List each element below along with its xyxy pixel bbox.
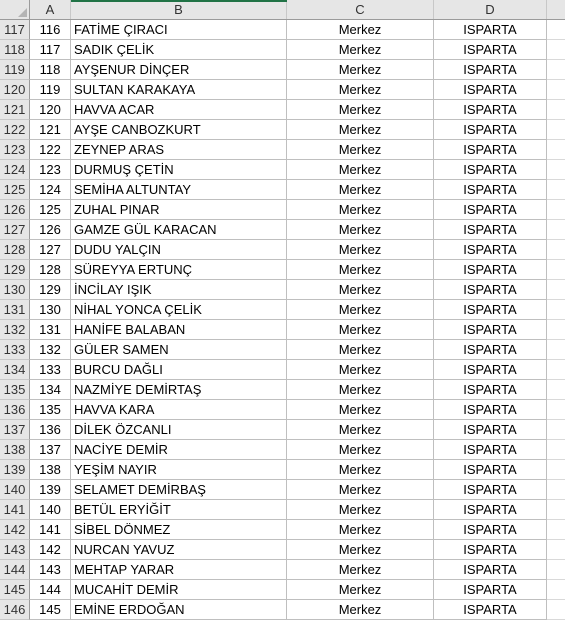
table-row <box>0 520 565 540</box>
cell-c[interactable]: Merkez <box>287 360 434 380</box>
cell-b[interactable]: YEŞİM NAYIR <box>71 460 287 480</box>
cell-e[interactable] <box>547 120 565 140</box>
row-number[interactable]: 129 <box>0 260 30 280</box>
cell-c[interactable]: Merkez <box>287 380 434 400</box>
table-row <box>0 240 565 260</box>
cell-c[interactable]: Merkez <box>287 460 434 480</box>
cell-c[interactable]: Merkez <box>287 540 434 560</box>
cell-c[interactable]: Merkez <box>287 420 434 440</box>
row-number[interactable]: 137 <box>0 420 30 440</box>
cell-d[interactable]: ISPARTA <box>434 300 547 320</box>
cell-d[interactable]: ISPARTA <box>434 360 547 380</box>
cell-b[interactable]: GAMZE GÜL KARACAN <box>71 220 287 240</box>
table-row <box>0 120 565 140</box>
cell-b[interactable]: AYŞENUR DİNÇER <box>71 60 287 80</box>
cell-b[interactable]: SEMİHA ALTUNTAY <box>71 180 287 200</box>
cell-d[interactable]: ISPARTA <box>434 460 547 480</box>
cell-d[interactable]: ISPARTA <box>434 180 547 200</box>
cell-e[interactable] <box>547 340 565 360</box>
column-header-b[interactable]: B <box>71 0 287 19</box>
cell-a[interactable]: 134 <box>30 380 71 400</box>
table-row <box>0 180 565 200</box>
cell-a[interactable]: 132 <box>30 340 71 360</box>
row-number[interactable]: 124 <box>0 160 30 180</box>
cell-c[interactable]: Merkez <box>287 520 434 540</box>
cell-b[interactable]: HAVVA ACAR <box>71 100 287 120</box>
cell-c[interactable]: Merkez <box>287 280 434 300</box>
cell-e[interactable] <box>547 420 565 440</box>
cell-c[interactable]: Merkez <box>287 40 434 60</box>
cell-e[interactable] <box>547 60 565 80</box>
cell-b[interactable]: SADIK ÇELİK <box>71 40 287 60</box>
cell-c[interactable]: Merkez <box>287 560 434 580</box>
cell-d[interactable]: ISPARTA <box>434 80 547 100</box>
cell-a[interactable]: 143 <box>30 560 71 580</box>
row-number[interactable]: 134 <box>0 360 30 380</box>
cell-b[interactable]: SÜREYYA ERTUNÇ <box>71 260 287 280</box>
cell-b[interactable]: SİBEL DÖNMEZ <box>71 520 287 540</box>
cell-e[interactable] <box>547 440 565 460</box>
cell-e[interactable] <box>547 540 565 560</box>
cell-a[interactable]: 130 <box>30 300 71 320</box>
column-header-d[interactable]: D <box>434 0 547 19</box>
cell-d[interactable]: ISPARTA <box>434 200 547 220</box>
cell-a[interactable]: 118 <box>30 60 71 80</box>
cell-e[interactable] <box>547 480 565 500</box>
cell-d[interactable]: ISPARTA <box>434 240 547 260</box>
cell-d[interactable]: ISPARTA <box>434 320 547 340</box>
cell-c[interactable]: Merkez <box>287 580 434 600</box>
cell-b[interactable]: HAVVA KARA <box>71 400 287 420</box>
table-row <box>0 80 565 100</box>
cell-c[interactable]: Merkez <box>287 80 434 100</box>
table-row <box>0 100 565 120</box>
cell-e[interactable] <box>547 280 565 300</box>
cell-a[interactable]: 126 <box>30 220 71 240</box>
cell-a[interactable]: 133 <box>30 360 71 380</box>
row-number[interactable]: 146 <box>0 600 30 620</box>
cell-b[interactable]: DURMUŞ ÇETİN <box>71 160 287 180</box>
cell-a[interactable]: 124 <box>30 180 71 200</box>
cell-a[interactable]: 142 <box>30 540 71 560</box>
cell-d[interactable]: ISPARTA <box>434 140 547 160</box>
rows-container <box>0 20 565 620</box>
cell-b[interactable]: GÜLER SAMEN <box>71 340 287 360</box>
table-row <box>0 340 565 360</box>
cell-e[interactable] <box>547 400 565 420</box>
cell-a[interactable]: 116 <box>30 20 71 40</box>
table-row <box>0 60 565 80</box>
cell-b[interactable]: SULTAN KARAKAYA <box>71 80 287 100</box>
cell-d[interactable]: ISPARTA <box>434 440 547 460</box>
cell-c[interactable]: Merkez <box>287 480 434 500</box>
row-number[interactable]: 126 <box>0 200 30 220</box>
cell-c[interactable]: Merkez <box>287 240 434 260</box>
cell-c[interactable]: Merkez <box>287 220 434 240</box>
row-number[interactable]: 145 <box>0 580 30 600</box>
cell-d[interactable]: ISPARTA <box>434 380 547 400</box>
cell-c[interactable]: Merkez <box>287 500 434 520</box>
cell-e[interactable] <box>547 560 565 580</box>
cell-b[interactable]: NACİYE DEMİR <box>71 440 287 460</box>
cell-a[interactable]: 119 <box>30 80 71 100</box>
cell-d[interactable]: ISPARTA <box>434 580 547 600</box>
row-number[interactable]: 130 <box>0 280 30 300</box>
cell-a[interactable]: 136 <box>30 420 71 440</box>
row-number[interactable]: 118 <box>0 40 30 60</box>
cell-d[interactable]: ISPARTA <box>434 600 547 620</box>
selected-column-indicator <box>71 0 287 2</box>
row-number[interactable]: 132 <box>0 320 30 340</box>
cell-a[interactable]: 144 <box>30 580 71 600</box>
cell-e[interactable] <box>547 600 565 620</box>
cell-a[interactable]: 128 <box>30 260 71 280</box>
cell-d[interactable]: ISPARTA <box>434 100 547 120</box>
cell-d[interactable]: ISPARTA <box>434 520 547 540</box>
cell-d[interactable]: ISPARTA <box>434 160 547 180</box>
cell-b[interactable]: HANİFE BALABAN <box>71 320 287 340</box>
cell-d[interactable]: ISPARTA <box>434 480 547 500</box>
cell-b[interactable]: DİLEK ÖZCANLI <box>71 420 287 440</box>
cell-a[interactable]: 123 <box>30 160 71 180</box>
cell-b[interactable]: SELAMET DEMİRBAŞ <box>71 480 287 500</box>
cell-e[interactable] <box>547 220 565 240</box>
table-row <box>0 200 565 220</box>
cell-a[interactable]: 145 <box>30 600 71 620</box>
row-number[interactable]: 136 <box>0 400 30 420</box>
cell-d[interactable]: ISPARTA <box>434 340 547 360</box>
cell-c[interactable]: Merkez <box>287 120 434 140</box>
cell-e[interactable] <box>547 40 565 60</box>
table-row <box>0 600 565 620</box>
cell-d[interactable]: ISPARTA <box>434 280 547 300</box>
cell-e[interactable] <box>547 520 565 540</box>
cell-a[interactable]: 138 <box>30 460 71 480</box>
cell-b[interactable]: İNCİLAY IŞIK <box>71 280 287 300</box>
row-number[interactable]: 119 <box>0 60 30 80</box>
select-all-button[interactable] <box>0 0 30 19</box>
cell-b[interactable]: DUDU YALÇIN <box>71 240 287 260</box>
cell-b[interactable]: MEHTAP YARAR <box>71 560 287 580</box>
cell-e[interactable] <box>547 320 565 340</box>
table-row <box>0 40 565 60</box>
cell-a[interactable]: 127 <box>30 240 71 260</box>
cell-a[interactable]: 117 <box>30 40 71 60</box>
cell-e[interactable] <box>547 200 565 220</box>
table-row <box>0 280 565 300</box>
table-row <box>0 140 565 160</box>
cell-d[interactable]: ISPARTA <box>434 20 547 40</box>
cell-c[interactable]: Merkez <box>287 160 434 180</box>
cell-a[interactable]: 121 <box>30 120 71 140</box>
cell-e[interactable] <box>547 100 565 120</box>
cell-a[interactable]: 141 <box>30 520 71 540</box>
table-row <box>0 220 565 240</box>
cell-e[interactable] <box>547 500 565 520</box>
cell-d[interactable]: ISPARTA <box>434 420 547 440</box>
table-row <box>0 300 565 320</box>
cell-d[interactable]: ISPARTA <box>434 560 547 580</box>
cell-c[interactable]: Merkez <box>287 600 434 620</box>
row-number[interactable]: 141 <box>0 500 30 520</box>
cell-c[interactable]: Merkez <box>287 340 434 360</box>
row-number[interactable]: 144 <box>0 560 30 580</box>
row-number[interactable]: 143 <box>0 540 30 560</box>
table-row <box>0 560 565 580</box>
column-header-a[interactable]: A <box>30 0 71 19</box>
cell-e[interactable] <box>547 580 565 600</box>
cell-b[interactable]: ZUHAL PINAR <box>71 200 287 220</box>
cell-b[interactable]: MUCAHİT DEMİR <box>71 580 287 600</box>
row-number[interactable]: 121 <box>0 100 30 120</box>
table-row <box>0 400 565 420</box>
cell-b[interactable]: NİHAL YONCA ÇELİK <box>71 300 287 320</box>
cell-e[interactable] <box>547 240 565 260</box>
cell-d[interactable]: ISPARTA <box>434 60 547 80</box>
row-number[interactable]: 133 <box>0 340 30 360</box>
cell-a[interactable]: 137 <box>30 440 71 460</box>
cell-b[interactable]: EMİNE ERDOĞAN <box>71 600 287 620</box>
row-number[interactable]: 131 <box>0 300 30 320</box>
cell-c[interactable]: Merkez <box>287 100 434 120</box>
cell-c[interactable]: Merkez <box>287 440 434 460</box>
table-row <box>0 160 565 180</box>
cell-e[interactable] <box>547 160 565 180</box>
cell-e[interactable] <box>547 140 565 160</box>
cell-b[interactable]: NURCAN YAVUZ <box>71 540 287 560</box>
cell-a[interactable]: 131 <box>30 320 71 340</box>
cell-e[interactable] <box>547 360 565 380</box>
table-row <box>0 420 565 440</box>
table-row <box>0 380 565 400</box>
cell-a[interactable]: 129 <box>30 280 71 300</box>
table-row <box>0 440 565 460</box>
cell-b[interactable]: FATİME ÇIRACI <box>71 20 287 40</box>
cell-e[interactable] <box>547 180 565 200</box>
table-row <box>0 540 565 560</box>
table-row <box>0 260 565 280</box>
row-number[interactable]: 139 <box>0 460 30 480</box>
row-number[interactable]: 120 <box>0 80 30 100</box>
cell-b[interactable]: BETÜL ERYİĞİT <box>71 500 287 520</box>
cell-a[interactable]: 125 <box>30 200 71 220</box>
cell-c[interactable]: Merkez <box>287 400 434 420</box>
cell-b[interactable]: BURCU DAĞLI <box>71 360 287 380</box>
cell-c[interactable]: Merkez <box>287 20 434 40</box>
cell-c[interactable]: Merkez <box>287 180 434 200</box>
cell-e[interactable] <box>547 380 565 400</box>
table-row <box>0 460 565 480</box>
cell-d[interactable]: ISPARTA <box>434 540 547 560</box>
cell-c[interactable]: Merkez <box>287 320 434 340</box>
cell-e[interactable] <box>547 460 565 480</box>
cell-c[interactable]: Merkez <box>287 60 434 80</box>
cell-a[interactable]: 120 <box>30 100 71 120</box>
row-number[interactable]: 142 <box>0 520 30 540</box>
row-number[interactable]: 125 <box>0 180 30 200</box>
column-header-e[interactable] <box>547 0 565 19</box>
cell-c[interactable]: Merkez <box>287 200 434 220</box>
cell-a[interactable]: 122 <box>30 140 71 160</box>
cell-b[interactable]: ZEYNEP ARAS <box>71 140 287 160</box>
table-row <box>0 500 565 520</box>
row-number[interactable]: 138 <box>0 440 30 460</box>
cell-e[interactable] <box>547 20 565 40</box>
cell-d[interactable]: ISPARTA <box>434 40 547 60</box>
cell-d[interactable]: ISPARTA <box>434 500 547 520</box>
column-header-c[interactable]: C <box>287 0 434 19</box>
table-row <box>0 480 565 500</box>
cell-d[interactable]: ISPARTA <box>434 120 547 140</box>
row-number[interactable]: 127 <box>0 220 30 240</box>
table-row <box>0 20 565 40</box>
cell-c[interactable]: Merkez <box>287 260 434 280</box>
row-number[interactable]: 122 <box>0 120 30 140</box>
cell-b[interactable]: NAZMİYE DEMİRTAŞ <box>71 380 287 400</box>
row-number[interactable]: 135 <box>0 380 30 400</box>
cell-e[interactable] <box>547 300 565 320</box>
row-number[interactable]: 117 <box>0 20 30 40</box>
cell-c[interactable]: Merkez <box>287 140 434 160</box>
cell-d[interactable]: ISPARTA <box>434 400 547 420</box>
cell-e[interactable] <box>547 80 565 100</box>
cell-c[interactable]: Merkez <box>287 300 434 320</box>
cell-e[interactable] <box>547 260 565 280</box>
row-number[interactable]: 140 <box>0 480 30 500</box>
cell-b[interactable]: AYŞE CANBOZKURT <box>71 120 287 140</box>
cell-d[interactable]: ISPARTA <box>434 260 547 280</box>
cell-a[interactable]: 135 <box>30 400 71 420</box>
cell-d[interactable]: ISPARTA <box>434 220 547 240</box>
table-row <box>0 320 565 340</box>
table-row <box>0 580 565 600</box>
row-number[interactable]: 128 <box>0 240 30 260</box>
cell-a[interactable]: 139 <box>30 480 71 500</box>
row-number[interactable]: 123 <box>0 140 30 160</box>
column-header-row <box>0 0 565 20</box>
table-row <box>0 360 565 380</box>
cell-a[interactable]: 140 <box>30 500 71 520</box>
